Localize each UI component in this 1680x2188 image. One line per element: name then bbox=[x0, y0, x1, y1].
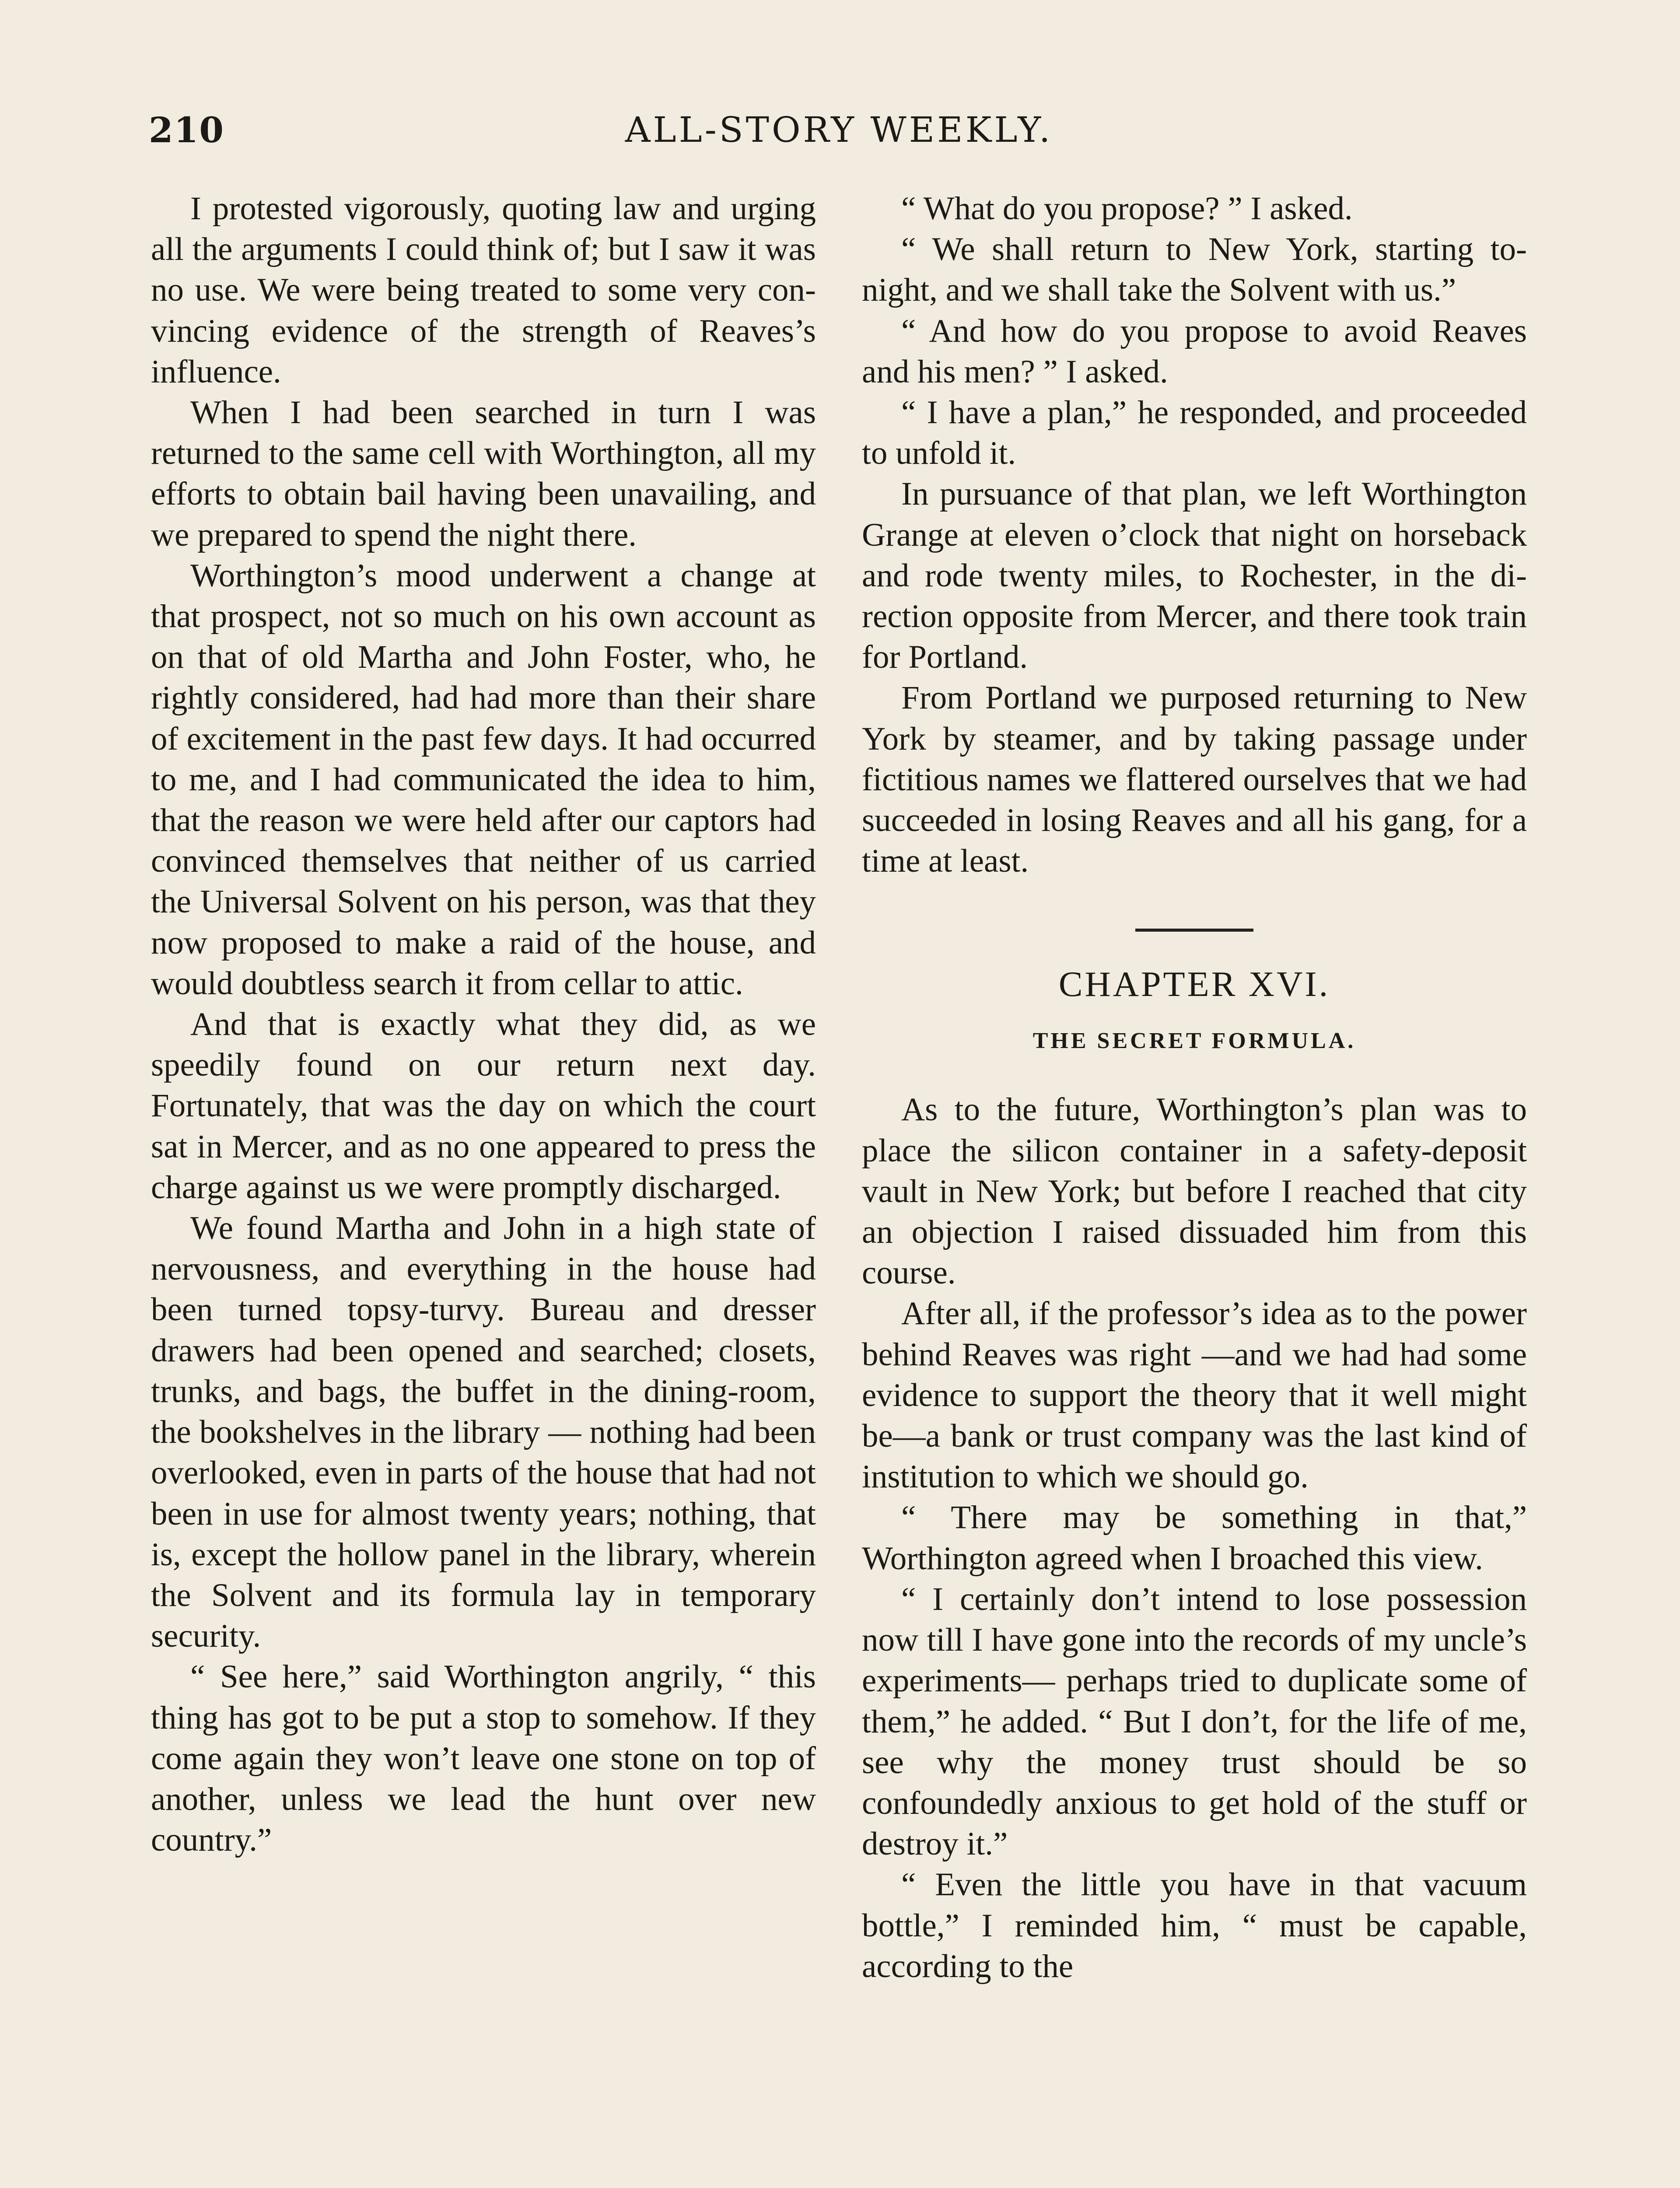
left-column bbox=[151, 188, 816, 1860]
paragraph: “ I have a plan,” he responded, and proceeded to unfold it. bbox=[862, 394, 1527, 472]
section-divider bbox=[1135, 929, 1253, 932]
paragraph: After all, if the professor’s idea as to the power behind Reaves was right —and we had had some evidence to support the theory that it well might be—a bank or trust company was the last kind of institution to which we should go. bbox=[862, 1295, 1527, 1495]
chapter-subtitle: THE SECRET FORMULA. bbox=[1032, 1028, 1356, 1054]
page-number: 210 bbox=[149, 109, 224, 151]
paragraph: “ Even the little you have in that vacuum bottle,” I reminded him, “ must be capable, according to the bbox=[862, 1866, 1527, 1985]
running-head: ALL-STORY WEEKLY. bbox=[625, 109, 1053, 150]
paragraph: And that is exactly what they did, as we speedily found on our return next day. Fortunately, that was the day on which the court sat in Mercer, and as no one appeared to press the charge against us we were promptly discharged. bbox=[151, 1006, 816, 1206]
paragraph: As to the future, Worthington’s plan was to place the silicon container in a safety-deposit vault in New York; but before I reached that city an objection I raised dissuaded him from this course. bbox=[862, 1091, 1527, 1291]
paragraph: I protested vigorously, quoting law and urging all the arguments I could think of; but I saw it was no use. We were being treated to some very convincing evidence of the strength of Reaves’s influence. bbox=[151, 190, 816, 390]
paragraph: “ What do you propose? ” I asked. bbox=[901, 190, 1353, 227]
paragraph: From Portland we purposed returning to New York by steamer, and by taking passage under fictitious names we flattered ourselves that we had succeeded in losing Reaves and all his gang, for a time at least. bbox=[862, 680, 1527, 880]
paragraph: “ And how do you propose to avoid Reaves and his men? ” I asked. bbox=[862, 312, 1527, 390]
chapter-title: CHAPTER XVI. bbox=[1058, 964, 1330, 1004]
paragraph: Worthington’s mood underwent a change at that prospect, not so much on his own account as on that of old Martha and John Foster, who, he rightly considered, had had more than their share of excitement in the past few days. It had occurred to me, and I had communicated the idea to him, that the reason we were held after our captors had convinced themselves that neither of us carried the Universal Solvent on his person, was that they now proposed to make a raid of the house, and would doubtless search it from cellar to attic. bbox=[151, 557, 816, 1002]
paragraph: “ See here,” said Worthington angrily, “ this thing has got to be put a stop to somehow. If they come again they won’t leave one stone on top of another, unless we lead the hunt over new country.” bbox=[151, 1659, 816, 1858]
paragraph: “ We shall return to New York, starting to-night, and we shall take the Solvent with us.” bbox=[862, 231, 1527, 309]
paragraph: “ I certainly don’t intend to lose possession now till I have gone into the records of my uncle’s experiments— perhaps tried to duplicate some of them,” he added. “ But I don’t, for the life of me, see why the money trust should be so confoundedly anxious to get hold of the stuff or destroy it.” bbox=[862, 1581, 1527, 1862]
paragraph: “ There may be something in that,” Worthington agreed when I broached this view. bbox=[862, 1499, 1527, 1577]
page-header bbox=[149, 109, 1529, 162]
paragraph: We found Martha and John in a high state of nervousness, and everything in the house had been turned topsy-turvy. Bureau and dresser drawers had been opened and searched; closets, trunks, and bags, the buffet in the dining-room, the bookshelves in the library — nothing had been overlooked, even in parts of the house that had not been in use for almost twenty years; nothing, that is, except the hollow panel in the library, wherein the Solvent and its formula lay in temporary security. bbox=[151, 1210, 816, 1655]
right-column bbox=[862, 188, 1527, 1987]
paragraph: When I had been searched in turn I was returned to the same cell with Worthington, all my efforts to obtain bail having been unavailing, and we prepared to spend the night there. bbox=[151, 394, 816, 553]
paragraph: In pursuance of that plan, we left Worthington Grange at eleven o’clock that night on horseback and rode twenty miles, to Rochester, in the direction opposite from Mercer, and there took train for Portland. bbox=[862, 476, 1527, 676]
